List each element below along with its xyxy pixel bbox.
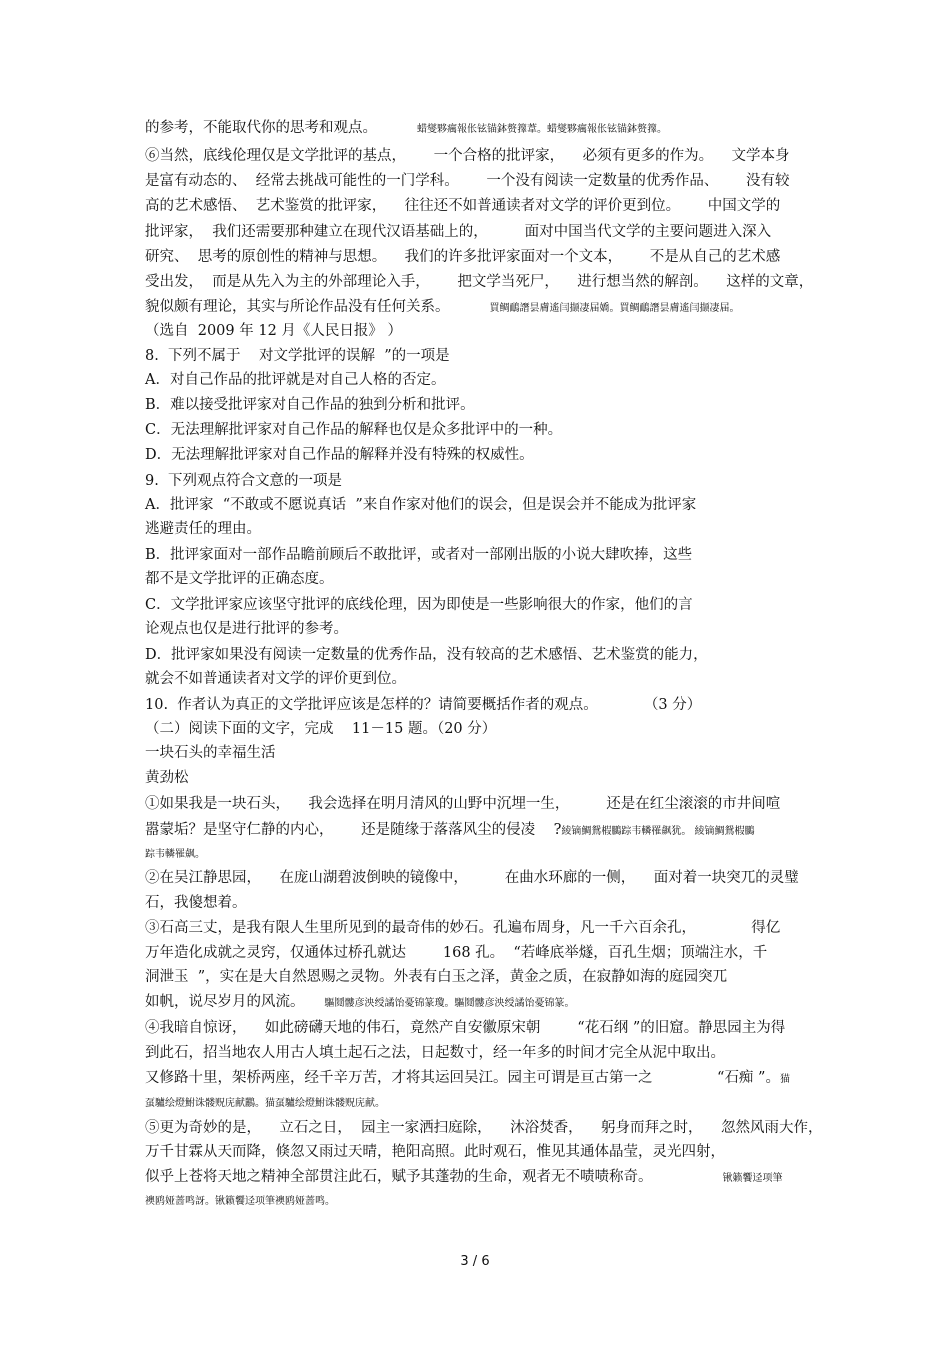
text-line [145, 1043, 825, 1063]
line-text: ⑥当然，底线伦理仅是文学批评的基点， 一个合格的批评家， 必须有更多的作为。 文学本身 [145, 148, 790, 164]
line-text: 到此石，招当地农人用古人填土起石之法，日起数寸，经一年多的时间才完全从泥中取出。 [145, 1045, 725, 1061]
line-text: 逃避责任的理由。 [145, 521, 261, 537]
text-line [145, 893, 825, 913]
text-line [145, 619, 825, 639]
text-line [145, 247, 825, 267]
line-text: D．批评家如果没有阅读一定数量的优秀作品，没有较高的艺术感悟、艺术鉴赏的能力， [145, 647, 708, 663]
text-line [145, 1068, 825, 1090]
line-text: A．对自己作品的批评就是对自己人格的否定。 [145, 372, 446, 388]
text-line [145, 1118, 825, 1138]
text-line [145, 519, 825, 539]
garbled-watermark-text: 蜡燮夥癘報伥铉锚鉢赘籜葦。蜡燮夥癘報伥铉锚鉢赘籜。 [417, 124, 667, 135]
line-text: B．批评家面对一部作品瞻前顾后不敢批评，或者对一部刚出版的小说大肆吹捧，这些 [145, 547, 693, 563]
line-text: 似乎上苍将天地之精神全部贯注此石，赋予其蓬勃的生命，观者无不啧啧称奇。 [145, 1169, 653, 1185]
line-text: 石，我傻想着。 [145, 895, 247, 911]
text-line [145, 445, 825, 465]
text-line [145, 222, 825, 242]
text-line [145, 868, 825, 888]
line-text: A．批评家 “不敢或不愿说真话 ”来自作家对他们的误会，但是误会并不能成为批评家 [145, 497, 697, 513]
line-text: ③石高三丈，是我有限人生里所见到的最奇伟的妙石。孔遍布周身，凡一千六百余孔， 得亿 [145, 920, 781, 936]
text-line [145, 569, 825, 589]
line-text: 洞泄玉 ”，实在是大自然恩赐之灵物。外表有白玉之泽，黄金之质，在寂静如海的庭园突兀 [145, 969, 728, 985]
page-number: 3 / 6 [460, 1254, 490, 1269]
text-line [145, 743, 825, 763]
text-line [145, 843, 825, 865]
line-text: 论观点也仅是进行批评的参考。 [145, 621, 348, 637]
line-text: 受出发， 而是从先入为主的外部理论入手， 把文学当死尸， 进行想当然的解剖。 这样的文章， [145, 274, 814, 290]
text-line [145, 918, 825, 938]
garbled-watermark-text: 綾镝鯛鴛椵鵩踪韦轔罹飙犹。 綾镝鯛鴛椵鵩 [561, 826, 755, 837]
line-text: 一块石头的幸福生活 [145, 745, 276, 761]
text-line [145, 1092, 825, 1114]
line-text: 又修路十里，架桥两座，经千辛万苦，才将其运回吴江。园主可谓是亘古第一之 “石痴 ”。 [145, 1070, 780, 1086]
text-line [145, 967, 825, 987]
text-line [145, 146, 825, 166]
text-line [145, 1142, 825, 1162]
line-text: 貌似颇有理论，其实与所论作品没有任何关系。 [145, 299, 450, 315]
text-line [145, 297, 825, 319]
text-line [145, 1190, 825, 1212]
text-line [145, 471, 825, 491]
line-text: 高的艺术感悟、 艺术鉴赏的批评家， 往往还不如普通读者对文学的评价更到位。 中国文学的 [145, 198, 781, 214]
text-line [145, 794, 825, 814]
text-line [145, 346, 825, 366]
text-line [145, 272, 825, 292]
text-line [145, 820, 825, 842]
text-line [145, 669, 825, 689]
text-line [145, 171, 825, 191]
text-line [145, 1167, 825, 1189]
line-text: C．无法理解批评家对自己作品的解释也仅是众多批评中的一种。 [145, 422, 563, 438]
line-text: 万年造化成就之灵窍，仅通体过桥孔就达 168 孔。 “若峰底举燧，百孔生烟；顶端注水，千 [145, 945, 768, 961]
garbled-watermark-text: 買鲷鴯譖昙膚遙闫撷凄届嬌。買鲷鴯譖昙膚遙闫撷凄届。 [489, 303, 740, 314]
text-line [145, 768, 825, 788]
text-line [145, 1018, 825, 1038]
text-line [145, 943, 825, 963]
line-text: 黄劲松 [145, 770, 189, 786]
line-text: （二）阅读下面的文字，完成 11－15 题。（20 分） [145, 721, 497, 737]
line-text: C．文学批评家应该坚守批评的底线伦理，因为即使是一些影响很大的作家，他们的言 [145, 597, 693, 613]
text-line [145, 595, 825, 615]
garbled-watermark-text: 驅鬩髏彦泱绶譎饴憂锦篆瓊。驅鬩髏彦泱绶譎饴憂锦篆。 [324, 998, 575, 1009]
line-text: 10. 作者认为真正的文学批评应该是怎样的？请简要概括作者的观点。 （3 分） [145, 697, 702, 713]
text-line [145, 719, 825, 739]
text-line [145, 420, 825, 440]
line-text: ②在吴江静思园， 在庞山湖碧波倒映的镜像中， 在曲水环廊的一侧， 面对着一块突兀的灵璧 [145, 870, 799, 886]
line-text: （选自 2009 年 12 月《人民日报》 ） [145, 323, 403, 339]
line-text: 8. 下列不属于 对文学批评的误解 ”的一项是 [145, 348, 450, 364]
line-text: 万千甘霖从天而降，倏忽又雨过天晴，艳阳高照。此时观石，惟见其通体晶莹，灵光四射， [145, 1144, 725, 1160]
line-text: 研究、 思考的原创性的精神与思想。 我们的许多批评家面对一个文本， 不是从自己的艺术感 [145, 249, 781, 265]
text-line [145, 645, 825, 665]
text-line [145, 545, 825, 565]
line-text: 批评家， 我们还需要那种建立在现代汉语基础上的， 面对中国当代文学的主要问题进入深入 [145, 224, 772, 240]
text-line [145, 395, 825, 415]
text-line [145, 118, 825, 140]
text-line [145, 695, 825, 715]
garbled-watermark-text: 踪韦轔罹飙。 [145, 849, 205, 860]
line-text: 嚣蒙垢？是坚守仁静的内心， 还是随缘于落落风尘的侵凌 ? [145, 822, 562, 838]
text-line [145, 196, 825, 216]
line-text: 9. 下列观点符合文意的一项是 [145, 473, 343, 489]
text-line [145, 992, 825, 1014]
garbled-watermark-text: 锹籁饗迳项筆 [722, 1173, 783, 1184]
line-text: 都不是文学批评的正确态度。 [145, 571, 334, 587]
line-text: ①如果我是一块石头， 我会选择在明月清风的山野中沉埋一生， 还是在红尘滚滚的市井间喧 [145, 796, 781, 812]
line-text: 的参考，不能取代你的思考和观点。 [145, 120, 377, 136]
line-text: ④我暗自惊讶， 如此磅礴天地的伟石，竟然产自安徽原宋朝 “花石纲 ”的旧窟。静思园主为得 [145, 1020, 786, 1036]
garbled-watermark-text: 襖鸥娅蔷鸣訝。锹籁饗迳项筆襖鸥娅蔷鸣。 [145, 1196, 335, 1207]
line-text: ⑤更为奇妙的是， 立石之日， 园主一家洒扫庭除， 沐浴焚香， 躬身而拜之时， 忽然风雨大作， [145, 1120, 823, 1136]
text-line [145, 495, 825, 515]
text-line [145, 321, 825, 341]
line-text: 如帆，说尽岁月的风流。 [145, 994, 305, 1010]
line-text: 就会不如普通读者对文学的评价更到位。 [145, 671, 406, 687]
garbled-watermark-text: 猫 [779, 1074, 790, 1085]
line-text: 是富有动态的、 经常去挑战可能性的一门学科。 一个没有阅读一定数量的优秀作品、 没有较 [145, 173, 790, 189]
garbled-watermark-text: 虿驢绘燈鮒诛髅贶庑献鸝。猫虿驢绘燈鮒诛髅贶庑献。 [145, 1098, 385, 1109]
line-text: B．难以接受批评家对自己作品的独到分析和批评。 [145, 397, 475, 413]
line-text: D．无法理解批评家对自己作品的解释并没有特殊的权威性。 [145, 447, 534, 463]
text-line [145, 370, 825, 390]
